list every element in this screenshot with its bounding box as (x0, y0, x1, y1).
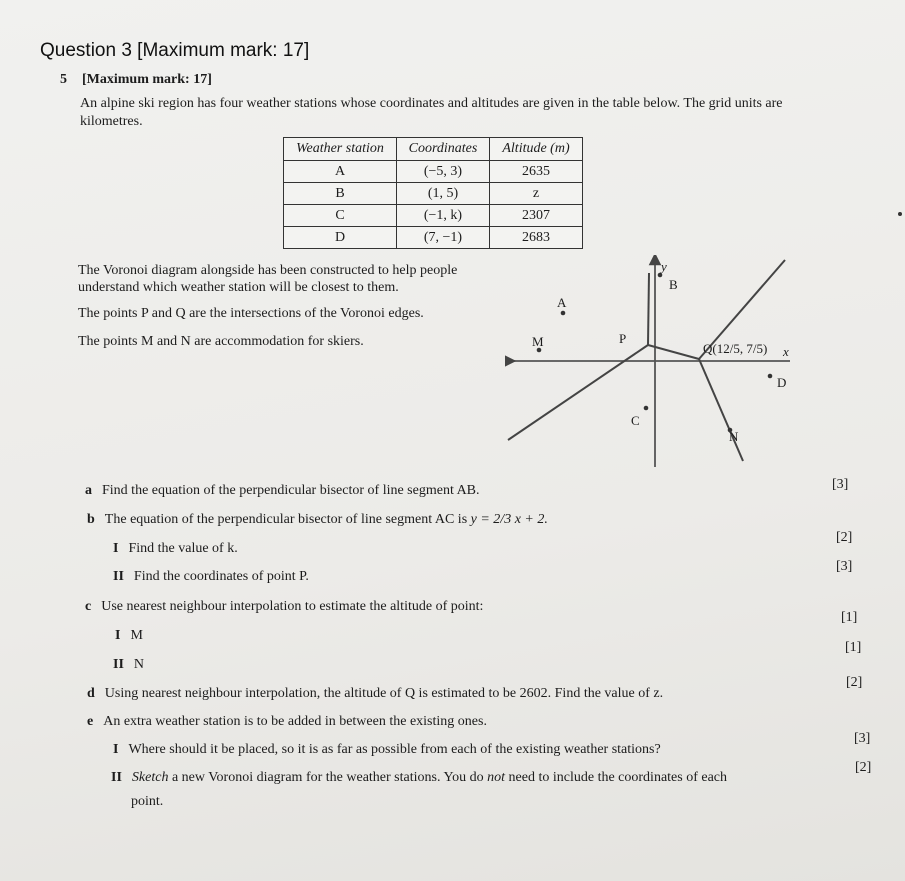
part-c-ii-text: N (133, 657, 145, 672)
label-c: C (631, 413, 640, 428)
table-header-row (284, 138, 583, 161)
part-e-ii-not: not (487, 770, 506, 785)
table-cell: (−5, 3) (397, 161, 490, 183)
part-d-label: d (87, 686, 95, 701)
accommodation-note: The points M and N are accommodation for skiers. (78, 334, 364, 349)
part-c (85, 599, 483, 615)
table-cell: (7, −1) (397, 227, 490, 249)
part-b-i (113, 541, 238, 557)
page-title: Question 3 [Maximum mark: 17] (40, 40, 310, 61)
part-c-i (115, 628, 143, 644)
point-a (561, 311, 566, 316)
voronoi-diagram (505, 255, 790, 470)
stations-table (283, 137, 583, 249)
table-header: Weather station (284, 138, 397, 161)
part-e-ii-sketch: Sketch (131, 770, 169, 785)
table-cell: z (490, 183, 583, 205)
label-p: P (619, 331, 627, 346)
part-e-ii (111, 770, 727, 786)
intersections-note: The points P and Q are the intersections of the Voronoi edges. (78, 306, 424, 321)
part-e-ii-marks: [2] (855, 760, 872, 775)
table-cell: (1, 5) (397, 183, 490, 205)
part-c-i-marks: [1] (841, 610, 858, 625)
table-cell: 2635 (490, 161, 583, 183)
voronoi-edge-ab (648, 273, 649, 345)
question-number: 5 (60, 72, 67, 87)
part-e-i-label: I (113, 742, 119, 757)
table-cell: C (284, 205, 397, 227)
y-axis-label: y (661, 259, 667, 274)
label-a: A (557, 295, 567, 310)
part-b-text: The equation of the perpendicular bisector of line segment AC is (104, 512, 468, 527)
table-cell: 2683 (490, 227, 583, 249)
part-b (87, 512, 548, 528)
part-b-ii-marks: [3] (836, 559, 853, 574)
part-e-ii-text-post: need to include the coordinates of each (505, 770, 728, 785)
part-b-equation: y = 2/3 x + 2. (470, 512, 548, 527)
table-cell: 2307 (490, 205, 583, 227)
table-row (284, 205, 583, 227)
table-row (284, 227, 583, 249)
part-c-ii-marks: [1] (845, 640, 862, 655)
part-e-i (113, 742, 661, 758)
table-cell: (−1, k) (397, 205, 490, 227)
table-cell: B (284, 183, 397, 205)
part-e-ii-line2: point. (131, 794, 164, 809)
part-a-text: Find the equation of the perpendicular bisector of line segment AB. (102, 483, 480, 498)
part-b-i-label: I (113, 541, 119, 556)
table-row (284, 161, 583, 183)
table-row (284, 183, 583, 205)
part-b-ii-text: Find the coordinates of point P. (133, 569, 309, 584)
part-b-i-marks: [2] (836, 530, 853, 545)
part-a (85, 483, 480, 499)
x-axis-label: x (783, 344, 789, 359)
table-header: Altitude (m) (490, 138, 583, 161)
part-e-ii-text-pre: a new Voronoi diagram for the weather stations. You do (168, 770, 488, 785)
part-e-i-marks: [3] (854, 731, 871, 746)
part-a-marks: [3] (832, 477, 849, 492)
part-a-label: a (85, 483, 92, 498)
part-e-i-text: Where should it be placed, so it is as far as possible from each of the existing weather stations? (128, 742, 661, 757)
point-c (644, 406, 649, 411)
voronoi-description: The Voronoi diagram alongside has been constructed to help people understand which weather station will be closest to them. (78, 263, 458, 295)
part-b-ii-label: II (113, 569, 124, 584)
label-n: N (729, 429, 739, 444)
point-d (768, 374, 773, 379)
part-c-text: Use nearest neighbour interpolation to estimate the altitude of point: (101, 599, 484, 614)
question-max-mark: [Maximum mark: 17] (82, 72, 212, 87)
table-cell: D (284, 227, 397, 249)
part-e (87, 714, 487, 730)
table-header: Coordinates (397, 138, 490, 161)
part-b-label: b (87, 512, 95, 527)
part-b-i-text: Find the value of k. (128, 541, 238, 556)
label-d: D (777, 375, 787, 390)
part-d-marks: [2] (846, 675, 863, 690)
part-c-ii (113, 657, 144, 673)
part-c-label: c (85, 599, 92, 614)
question-intro: An alpine ski region has four weather stations whose coordinates and altitudes are given in the table below. The grid units are kilometres. (80, 96, 783, 129)
table-cell: A (284, 161, 397, 183)
part-e-ii-label: II (111, 770, 122, 785)
label-b: B (669, 277, 678, 292)
part-b-ii (113, 569, 309, 585)
part-c-i-label: I (115, 628, 121, 643)
part-d (87, 686, 663, 702)
stray-dot (898, 212, 902, 216)
voronoi-edge-cd (699, 359, 743, 461)
part-c-ii-label: II (113, 657, 124, 672)
part-c-i-text: M (130, 628, 143, 643)
part-e-label: e (87, 714, 94, 729)
part-e-text: An extra weather station is to be added in between the existing ones. (103, 714, 487, 729)
voronoi-edge-ac (508, 345, 648, 440)
label-m: M (532, 334, 544, 349)
part-d-text: Using nearest neighbour interpolation, the altitude of Q is estimated to be 2602. Find the value of z. (104, 686, 664, 701)
label-q: Q(12/5, 7/5) (703, 341, 768, 356)
